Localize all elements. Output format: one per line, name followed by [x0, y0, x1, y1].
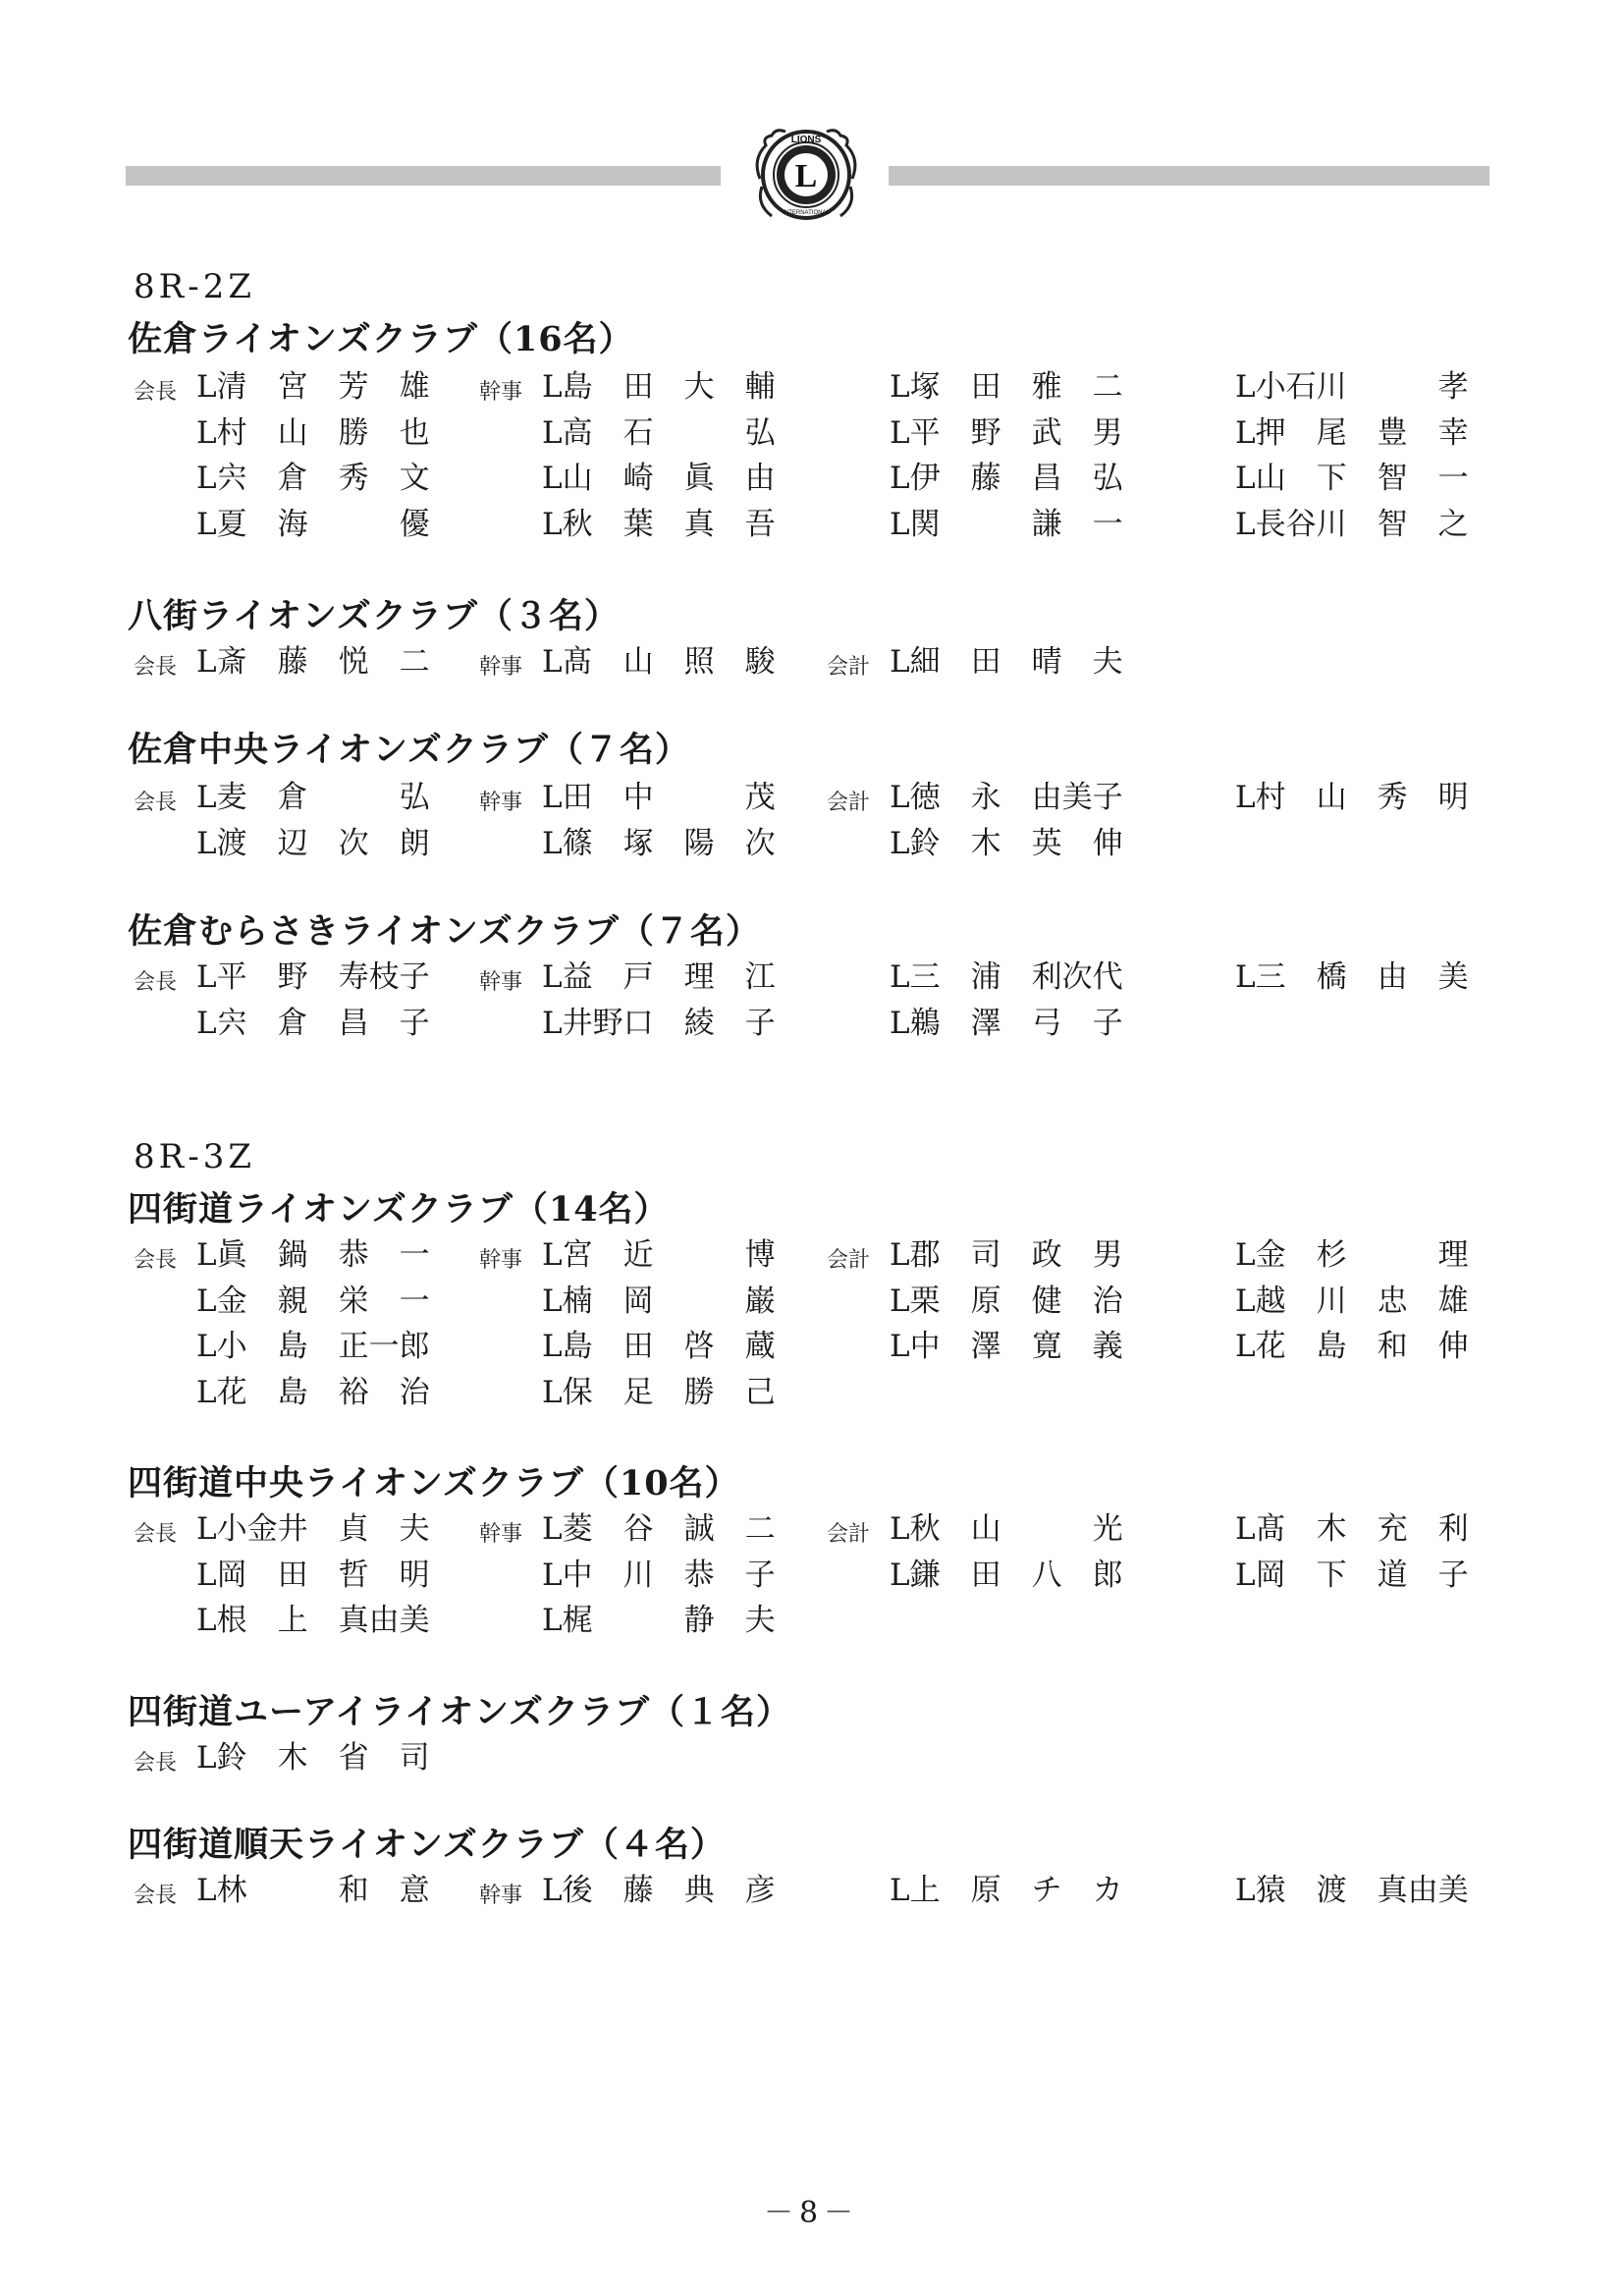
- member-row: [0, 1599, 1623, 1644]
- member-entry: [890, 956, 1214, 1001]
- member-entry: [1235, 1325, 1559, 1370]
- member-role: 会計: [827, 1248, 871, 1273]
- svg-text:L: L: [794, 158, 818, 194]
- member-name: L清 宮 芳 雄: [196, 369, 430, 405]
- member-entry: [196, 1371, 520, 1416]
- member-row: [0, 503, 1623, 548]
- member-entry: [196, 1002, 520, 1047]
- member-name: L梶 静 夫: [542, 1603, 776, 1638]
- member-entry: [890, 822, 1214, 867]
- member-entry: [479, 956, 866, 1001]
- member-entry: [890, 457, 1214, 502]
- member-entry: [542, 457, 866, 502]
- member-row: [0, 1280, 1623, 1325]
- member-name: L篠 塚 陽 次: [542, 825, 776, 861]
- member-entry: [542, 1280, 866, 1325]
- member-name: L島 田 啓 蔵: [542, 1329, 776, 1364]
- member-name: L押 尾 豊 幸: [1235, 414, 1469, 451]
- member-name: L田 中 茂: [542, 780, 776, 815]
- member-name: L花 島 和 伸: [1235, 1329, 1469, 1364]
- club-title: 四街道中央ライオンズクラブ（10名）: [128, 1463, 740, 1503]
- member-entry: [542, 1325, 866, 1370]
- member-name: L山 崎 眞 由: [542, 461, 776, 496]
- svg-text:INTERNATIONAL: INTERNATIONAL: [783, 210, 830, 216]
- member-entry: [134, 1736, 520, 1781]
- zone-heading: 8R-3Z: [134, 1137, 255, 1176]
- member-entry: [479, 776, 866, 821]
- member-entry: [479, 1507, 866, 1553]
- member-name: L島 田 大 輔: [542, 369, 776, 405]
- member-role: 会長: [134, 1751, 178, 1776]
- member-role: 会長: [134, 1248, 178, 1273]
- member-entry: [134, 1869, 520, 1914]
- header-rule-right: [889, 166, 1489, 186]
- member-name: L渡 辺 次 朗: [196, 825, 430, 861]
- member-name: L中 川 恭 子: [542, 1557, 776, 1593]
- member-entry: [890, 411, 1214, 457]
- member-role: 幹事: [479, 1248, 523, 1273]
- club-title: 佐倉むらさきライオンズクラブ（７名）: [128, 911, 761, 952]
- member-role: 幹事: [479, 970, 523, 995]
- member-entry: [196, 411, 520, 457]
- member-role: 会長: [134, 1522, 178, 1547]
- member-name: L鈴 木 英 伸: [890, 825, 1123, 861]
- member-name: L宍 倉 昌 子: [196, 1005, 430, 1041]
- member-name: L猿 渡 真由美: [1235, 1873, 1469, 1908]
- member-entry: [1235, 365, 1559, 410]
- member-name: L麦 倉 弘: [196, 780, 430, 815]
- member-entry: [1235, 1280, 1559, 1325]
- member-entry: [542, 822, 866, 867]
- member-name: L細 田 晴 夫: [890, 644, 1123, 680]
- member-entry: [890, 365, 1214, 410]
- member-name: L鈴 木 省 司: [196, 1740, 430, 1776]
- member-entry: [134, 776, 520, 821]
- member-entry: [134, 956, 520, 1001]
- club-title: 佐倉ライオンズクラブ（16名）: [128, 319, 634, 359]
- member-entry: [1235, 503, 1559, 548]
- member-role: 会長: [134, 655, 178, 680]
- member-name: L小 島 正一郎: [196, 1329, 430, 1364]
- member-entry: [890, 1280, 1214, 1325]
- page-number: －8－: [763, 2196, 860, 2230]
- member-row: [0, 1507, 1623, 1553]
- member-entry: [1235, 956, 1559, 1001]
- member-entry: [479, 1869, 866, 1914]
- member-name: L平 野 武 男: [890, 414, 1123, 451]
- member-name: L秋 山 光: [890, 1511, 1123, 1547]
- member-name: L小金井 貞 夫: [196, 1511, 430, 1547]
- member-row: [0, 1002, 1623, 1047]
- club-title: 八街ライオンズクラブ（３名）: [128, 596, 620, 636]
- member-name: L徳 永 由美子: [890, 780, 1123, 815]
- member-name: L髙 山 照 駿: [542, 644, 776, 680]
- member-name: L鎌 田 八 郎: [890, 1557, 1123, 1593]
- member-entry: [542, 411, 866, 457]
- member-entry: [890, 1869, 1214, 1914]
- member-entry: [196, 1599, 520, 1644]
- member-name: L金 親 栄 一: [196, 1283, 430, 1319]
- member-role: 会計: [827, 655, 871, 680]
- member-role: 会計: [827, 791, 871, 815]
- member-name: L小石川 孝: [1235, 369, 1469, 405]
- member-row: [0, 1736, 1623, 1781]
- member-entry: [1235, 457, 1559, 502]
- member-name: L村 山 勝 也: [196, 414, 430, 451]
- member-entry: [1235, 1507, 1559, 1553]
- member-entry: [196, 822, 520, 867]
- member-entry: [827, 640, 1214, 685]
- header-rule-left: [126, 166, 721, 186]
- member-name: L三 橋 由 美: [1235, 959, 1469, 995]
- member-entry: [890, 1325, 1214, 1370]
- member-name: L眞 鍋 恭 一: [196, 1237, 430, 1273]
- member-entry: [134, 365, 520, 410]
- member-name: L金 杉 理: [1235, 1237, 1469, 1273]
- member-role: 会長: [134, 970, 178, 995]
- club-title: 四街道ライオンズクラブ（14名）: [128, 1189, 670, 1230]
- member-name: L宍 倉 秀 文: [196, 461, 430, 496]
- member-row: [0, 411, 1623, 457]
- member-name: L斎 藤 悦 二: [196, 644, 430, 680]
- club-title: 四街道順天ライオンズクラブ（４名）: [128, 1825, 726, 1865]
- member-entry: [1235, 776, 1559, 821]
- member-entry: [479, 1233, 866, 1279]
- member-entry: [196, 457, 520, 502]
- club-title: 四街道ユーアイライオンズクラブ（１名）: [128, 1692, 791, 1732]
- member-name: L上 原 チ カ: [890, 1873, 1123, 1908]
- member-row: [0, 640, 1623, 685]
- member-entry: [196, 1280, 520, 1325]
- member-entry: [827, 1507, 1214, 1553]
- zone-heading: 8R-2Z: [134, 267, 255, 306]
- member-role: 幹事: [479, 791, 523, 815]
- member-name: L根 上 真由美: [196, 1603, 430, 1638]
- member-name: L越 川 忠 雄: [1235, 1283, 1469, 1319]
- member-entry: [196, 1554, 520, 1599]
- member-name: L岡 下 道 子: [1235, 1557, 1469, 1593]
- member-entry: [134, 1507, 520, 1553]
- member-name: L夏 海 優: [196, 506, 430, 542]
- member-role: 会長: [134, 1884, 178, 1908]
- member-row: [0, 776, 1623, 821]
- member-row: [0, 822, 1623, 867]
- member-entry: [542, 1599, 866, 1644]
- member-row: [0, 365, 1623, 410]
- club-title: 佐倉中央ライオンズクラブ（７名）: [128, 730, 690, 770]
- member-entry: [542, 1554, 866, 1599]
- member-row: [0, 1325, 1623, 1370]
- member-name: L鵜 澤 弓 子: [890, 1005, 1123, 1041]
- member-name: L秋 葉 真 吾: [542, 506, 776, 542]
- member-name: L宮 近 博: [542, 1237, 776, 1273]
- member-name: L井野口 綾 子: [542, 1005, 776, 1041]
- member-entry: [134, 1233, 520, 1279]
- member-entry: [827, 1233, 1214, 1279]
- member-entry: [196, 1325, 520, 1370]
- member-role: 幹事: [479, 655, 523, 680]
- member-name: L益 戸 理 江: [542, 959, 776, 995]
- member-name: L関 謙 一: [890, 506, 1123, 542]
- svg-text:LIONS: LIONS: [790, 135, 822, 145]
- member-name: L花 島 裕 治: [196, 1374, 430, 1410]
- member-name: L栗 原 健 治: [890, 1283, 1123, 1319]
- member-entry: [890, 1002, 1214, 1047]
- member-role: 幹事: [479, 380, 523, 405]
- member-name: L中 澤 寛 義: [890, 1329, 1123, 1364]
- member-role: 会長: [134, 380, 178, 405]
- member-row: [0, 457, 1623, 502]
- member-role: 幹事: [479, 1522, 523, 1547]
- member-row: [0, 1371, 1623, 1416]
- member-row: [0, 1554, 1623, 1599]
- member-name: L林 和 意: [196, 1873, 430, 1908]
- member-row: [0, 1233, 1623, 1279]
- member-entry: [890, 1554, 1214, 1599]
- member-name: L保 足 勝 己: [542, 1374, 776, 1410]
- member-entry: [890, 503, 1214, 548]
- member-name: L山 下 智 一: [1235, 461, 1469, 496]
- member-name: L後 藤 典 彦: [542, 1873, 776, 1908]
- member-entry: [1235, 1233, 1559, 1279]
- member-name: L高 石 弘: [542, 414, 776, 451]
- member-entry: [542, 1002, 866, 1047]
- member-role: 会長: [134, 791, 178, 815]
- member-name: L長谷川 智 之: [1235, 506, 1469, 542]
- member-row: [0, 956, 1623, 1001]
- member-entry: [542, 1371, 866, 1416]
- member-name: L平 野 寿枝子: [196, 959, 430, 995]
- member-entry: [1235, 411, 1559, 457]
- member-entry: [196, 503, 520, 548]
- member-entry: [1235, 1554, 1559, 1599]
- member-entry: [827, 776, 1214, 821]
- member-name: L村 山 秀 明: [1235, 780, 1469, 815]
- member-name: L郡 司 政 男: [890, 1237, 1123, 1273]
- member-role: 幹事: [479, 1884, 523, 1908]
- member-name: L岡 田 哲 明: [196, 1557, 430, 1593]
- member-entry: [479, 365, 866, 410]
- lions-emblem-logo: [742, 110, 870, 238]
- member-row: [0, 1869, 1623, 1914]
- member-name: L菱 谷 誠 二: [542, 1511, 776, 1547]
- member-name: L塚 田 雅 二: [890, 369, 1123, 405]
- member-name: L伊 藤 昌 弘: [890, 461, 1123, 496]
- member-entry: [542, 503, 866, 548]
- member-entry: [134, 640, 520, 685]
- member-name: L髙 木 充 利: [1235, 1511, 1469, 1547]
- page-header: [0, 0, 1623, 246]
- member-entry: [1235, 1869, 1559, 1914]
- member-role: 会計: [827, 1522, 871, 1547]
- member-name: L楠 岡 巌: [542, 1283, 776, 1319]
- member-entry: [479, 640, 866, 685]
- member-name: L三 浦 利次代: [890, 959, 1123, 995]
